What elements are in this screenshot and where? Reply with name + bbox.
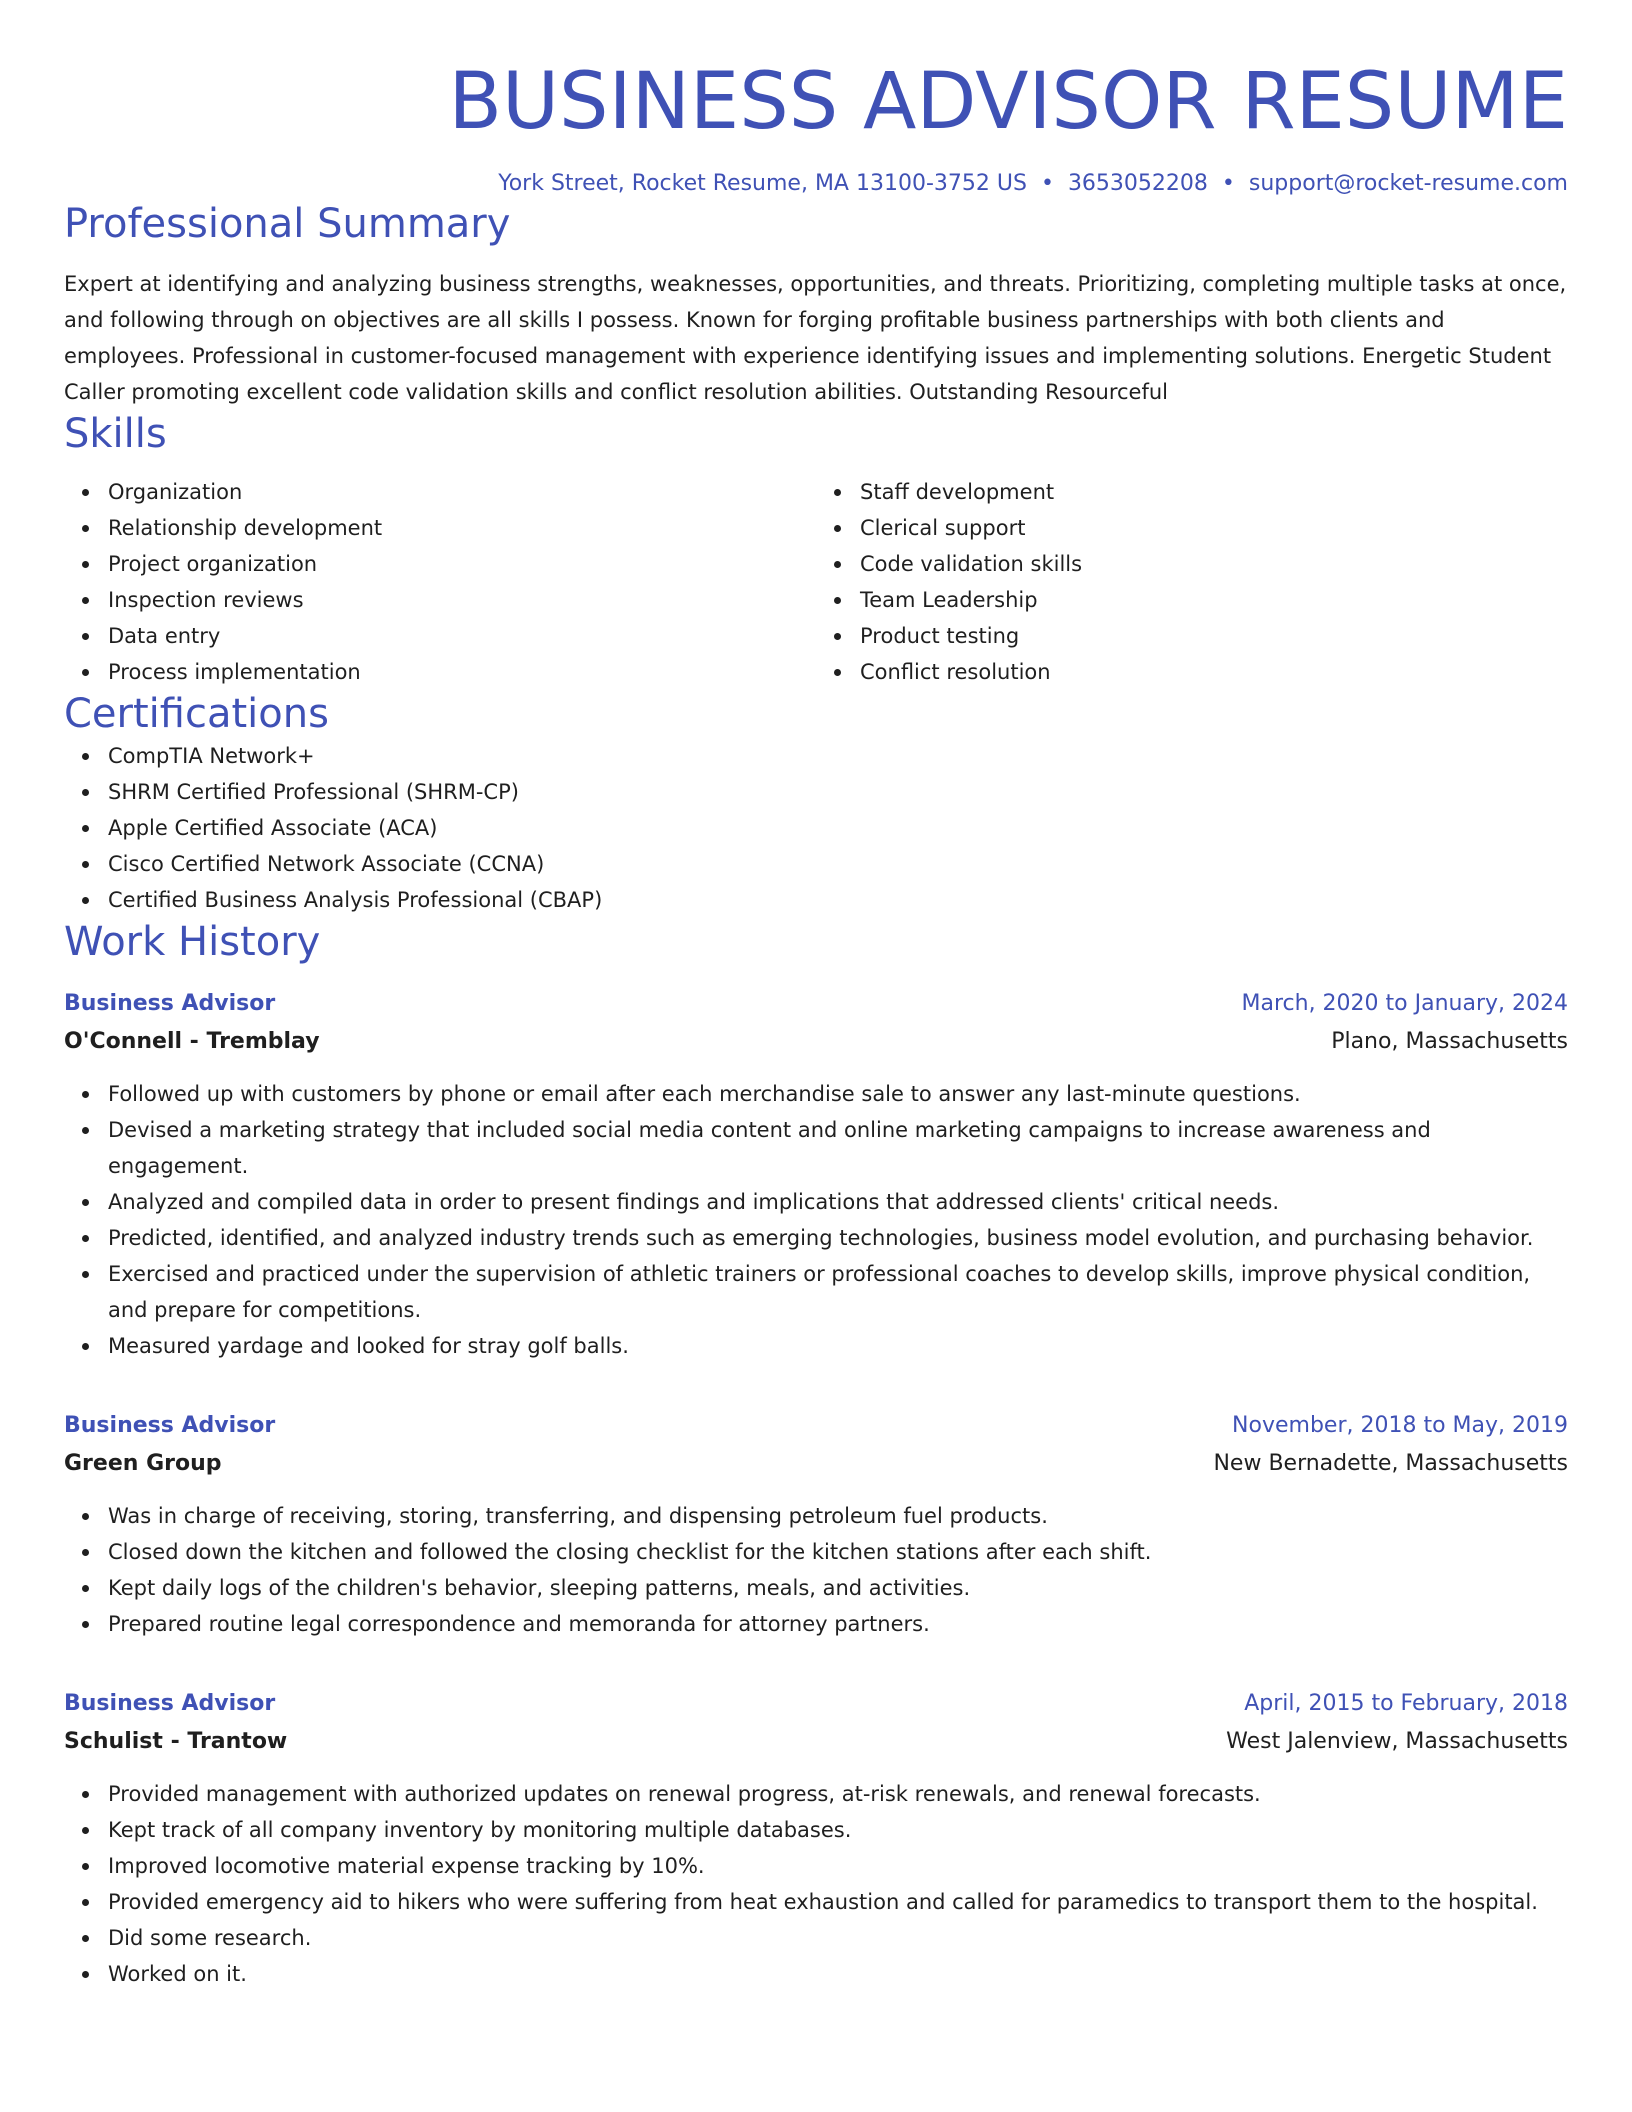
skills-heading: Skills — [64, 411, 167, 457]
job-duties — [64, 1498, 1568, 1642]
work-history-heading: Work History — [64, 919, 321, 965]
job-title: Business Advisor — [64, 991, 276, 1016]
job-duty: Improved locomotive material expense tracking by 10%. — [108, 1848, 1568, 1884]
certification-item: SHRM Certified Professional (SHRM-CP) — [108, 774, 1568, 810]
job-duty: Provided emergency aid to hikers who were suffering from heat exhaustion and called for paramedics to transport them to the hospital. — [108, 1884, 1568, 1920]
job-company: Green Group — [64, 1451, 222, 1476]
job-entry — [64, 1686, 1568, 1992]
skill-item: Inspection reviews — [108, 582, 816, 618]
certifications-list — [64, 738, 1568, 918]
job-location: Plano, Massachusetts — [1331, 1029, 1568, 1054]
job-dates: March, 2020 to January, 2024 — [1241, 991, 1568, 1016]
job-location: New Bernadette, Massachusetts — [1213, 1451, 1568, 1476]
skill-item: Product testing — [860, 618, 1568, 654]
contact-separator: • — [1221, 171, 1235, 196]
skills-list — [64, 474, 1568, 690]
skill-item: Project organization — [108, 546, 816, 582]
skill-item: Relationship development — [108, 510, 816, 546]
contact-line — [64, 168, 1568, 200]
job-dates: November, 2018 to May, 2019 — [1232, 1413, 1568, 1438]
job-company: Schulist - Trantow — [64, 1729, 288, 1754]
certification-item: Certified Business Analysis Professional (CBAP) — [108, 882, 1568, 918]
job-duty: Analyzed and compiled data in order to present findings and implications that addressed clients' critical needs. — [108, 1184, 1568, 1220]
job-company: O'Connell - Tremblay — [64, 1029, 320, 1054]
skills-column-left — [64, 474, 816, 690]
skill-item: Team Leadership — [860, 582, 1568, 618]
job-duty: Predicted, identified, and analyzed industry trends such as emerging technologies, business model evolution, and purchasing behavior. — [108, 1220, 1568, 1256]
job-entry — [64, 1408, 1568, 1642]
resume-title: BUSINESS ADVISOR RESUME — [448, 57, 1568, 147]
job-duty: Was in charge of receiving, storing, transferring, and dispensing petroleum fuel products. — [108, 1498, 1568, 1534]
skill-item: Clerical support — [860, 510, 1568, 546]
skill-item: Organization — [108, 474, 816, 510]
certification-item: CompTIA Network+ — [108, 738, 1568, 774]
job-duty: Exercised and practiced under the supervision of athletic trainers or professional coaches to develop skills, improve physical condition, and prepare for competitions. — [108, 1256, 1568, 1328]
certifications-heading: Certifications — [64, 691, 329, 737]
job-duties — [64, 1776, 1568, 1992]
skill-item: Process implementation — [108, 654, 816, 690]
summary-heading: Professional Summary — [64, 201, 511, 247]
job-title: Business Advisor — [64, 1691, 276, 1716]
job-duty: Prepared routine legal correspondence and memoranda for attorney partners. — [108, 1606, 1568, 1642]
contact-phone: 3653052208 — [1067, 171, 1208, 196]
skills-column-right — [816, 474, 1568, 690]
certification-item: Apple Certified Associate (ACA) — [108, 810, 1568, 846]
skill-item: Conflict resolution — [860, 654, 1568, 690]
job-duty: Kept track of all company inventory by monitoring multiple databases. — [108, 1812, 1568, 1848]
job-duty: Devised a marketing strategy that included social media content and online marketing campaigns to increase awareness and engagement. — [108, 1112, 1568, 1184]
contact-separator: • — [1040, 171, 1054, 196]
job-duty: Kept daily logs of the children's behavior, sleeping patterns, meals, and activities. — [108, 1570, 1568, 1606]
job-duty: Did some research. — [108, 1920, 1568, 1956]
job-dates: April, 2015 to February, 2018 — [1244, 1691, 1568, 1716]
job-duty: Provided management with authorized updates on renewal progress, at-risk renewals, and renewal forecasts. — [108, 1776, 1568, 1812]
job-duties — [64, 1076, 1568, 1364]
job-duty: Measured yardage and looked for stray golf balls. — [108, 1328, 1568, 1364]
summary-text: Expert at identifying and analyzing business strengths, weaknesses, opportunities, and threats. Prioritizing, completing multiple tasks at once, and following through on objectives are all skills I possess. Known for forging profitable business partnerships with both clients and employees. Professional in customer-focused management with experience identifying issues and implementing solutions. Energetic Student Caller promoting excellent code validation skills and conflict resolution abilities. Outstanding Resourceful — [64, 272, 1567, 404]
job-duty: Worked on it. — [108, 1956, 1568, 1992]
job-title: Business Advisor — [64, 1413, 276, 1438]
job-location: West Jalenview, Massachusetts — [1226, 1729, 1568, 1754]
contact-address: York Street, Rocket Resume, MA 13100-3752 US — [498, 171, 1027, 196]
skill-item: Data entry — [108, 618, 816, 654]
contact-email[interactable]: support@rocket-resume.com — [1248, 171, 1568, 196]
job-duty: Followed up with customers by phone or email after each merchandise sale to answer any last-minute questions. — [108, 1076, 1568, 1112]
job-entry — [64, 986, 1568, 1364]
skill-item: Staff development — [860, 474, 1568, 510]
skill-item: Code validation skills — [860, 546, 1568, 582]
job-duty: Closed down the kitchen and followed the closing checklist for the kitchen stations after each shift. — [108, 1534, 1568, 1570]
certification-item: Cisco Certified Network Associate (CCNA) — [108, 846, 1568, 882]
